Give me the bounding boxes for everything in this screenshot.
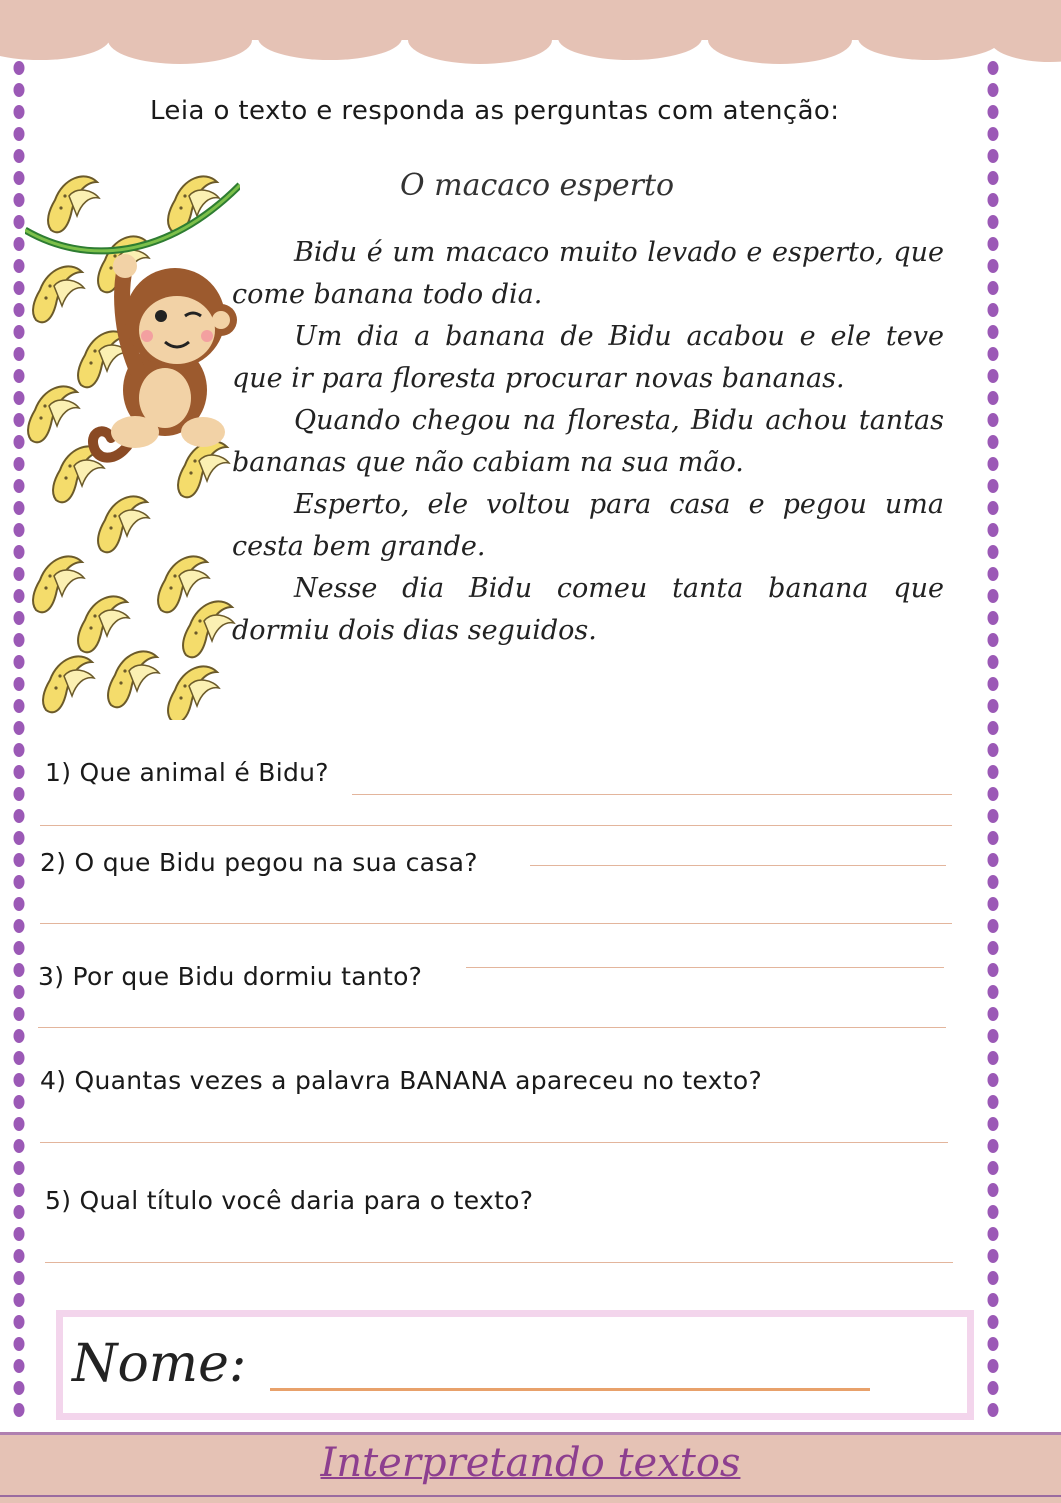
border-dot [988, 149, 999, 163]
border-dot [14, 1315, 25, 1329]
border-dot [988, 171, 999, 185]
border-dot [988, 479, 999, 493]
top-scalloped-border [0, 0, 1061, 70]
border-dot [988, 853, 999, 867]
question-1: 1) Que animal é Bidu? [45, 758, 329, 787]
border-dot [988, 567, 999, 581]
border-dot [14, 545, 25, 559]
border-dot [14, 435, 25, 449]
border-dot [14, 1337, 25, 1351]
border-dot [988, 985, 999, 999]
border-dot [988, 963, 999, 977]
left-dotted-border [12, 60, 26, 1430]
border-dot [14, 1095, 25, 1109]
border-dot [14, 1205, 25, 1219]
border-dot [988, 1227, 999, 1241]
question-5: 5) Qual título você daria para o texto? [45, 1186, 534, 1215]
border-dot [14, 347, 25, 361]
border-dot [988, 435, 999, 449]
border-dot [14, 479, 25, 493]
story-text [232, 232, 944, 652]
border-dot [14, 787, 25, 801]
border-dot [988, 369, 999, 383]
border-dot [14, 831, 25, 845]
border-dot [14, 171, 25, 185]
border-dot [14, 1051, 25, 1065]
border-dot [14, 413, 25, 427]
border-dot [14, 567, 25, 581]
border-dot [14, 83, 25, 97]
answer-line[interactable] [40, 923, 952, 924]
border-dot [988, 809, 999, 823]
border-dot [14, 1403, 25, 1417]
border-dot [988, 501, 999, 515]
border-dot [14, 1381, 25, 1395]
border-dot [988, 1183, 999, 1197]
border-dot [14, 61, 25, 75]
border-dot [14, 1359, 25, 1373]
border-dot [988, 897, 999, 911]
border-dot [988, 1073, 999, 1087]
border-dot [14, 215, 25, 229]
question-4: 4) Quantas vezes a palavra BANANA apareceu no texto? [40, 1066, 763, 1095]
border-dot [988, 105, 999, 119]
border-dot [988, 875, 999, 889]
border-dot [988, 391, 999, 405]
border-dot [14, 1139, 25, 1153]
border-dot [988, 281, 999, 295]
footer-title: Interpretando textos [320, 1440, 741, 1486]
border-dot [14, 611, 25, 625]
border-dot [988, 413, 999, 427]
border-dot [988, 831, 999, 845]
border-dot [988, 589, 999, 603]
name-field[interactable] [270, 1388, 870, 1391]
answer-line[interactable] [38, 1027, 946, 1028]
border-dot [14, 1249, 25, 1263]
answer-line[interactable] [45, 1262, 953, 1263]
border-dot [14, 919, 25, 933]
monkey-banana-illustration [25, 170, 240, 720]
border-dot [988, 237, 999, 251]
border-dot [988, 1293, 999, 1307]
border-dot [988, 1161, 999, 1175]
border-dot [988, 1095, 999, 1109]
border-dot [988, 259, 999, 273]
border-dot [988, 787, 999, 801]
border-dot [14, 743, 25, 757]
answer-line[interactable] [530, 865, 946, 866]
border-dot [14, 105, 25, 119]
border-dot [988, 1271, 999, 1285]
border-dot [988, 1051, 999, 1065]
border-dot [988, 1249, 999, 1263]
border-dot [988, 1403, 999, 1417]
story-title: O macaco esperto [400, 168, 675, 203]
border-dot [988, 215, 999, 229]
border-dot [14, 1293, 25, 1307]
name-label: Nome: [72, 1334, 247, 1394]
border-dot [988, 303, 999, 317]
border-dot [14, 765, 25, 779]
border-dot [14, 1029, 25, 1043]
border-dot [14, 149, 25, 163]
border-dot [14, 875, 25, 889]
border-dot [14, 1183, 25, 1197]
border-dot [14, 589, 25, 603]
border-dot [14, 963, 25, 977]
border-dot [988, 611, 999, 625]
border-dot [988, 457, 999, 471]
border-dot [988, 655, 999, 669]
right-dotted-border [986, 60, 1000, 1430]
border-dot [14, 1227, 25, 1241]
border-dot [988, 919, 999, 933]
answer-line[interactable] [352, 794, 952, 795]
border-dot [14, 1271, 25, 1285]
answer-line[interactable] [466, 967, 944, 968]
border-dot [988, 1117, 999, 1131]
border-dot [14, 677, 25, 691]
border-dot [988, 193, 999, 207]
border-dot [988, 743, 999, 757]
border-dot [988, 765, 999, 779]
story-paragraph: Quando chegou na floresta, Bidu achou tantas bananas que não cabiam na sua mão. [232, 405, 944, 478]
border-dot [988, 633, 999, 647]
border-dot [988, 61, 999, 75]
border-dot [14, 699, 25, 713]
border-dot [14, 237, 25, 251]
story-paragraph: Bidu é um macaco muito levado e esperto, que come banana todo dia. [232, 237, 944, 310]
border-dot [14, 501, 25, 515]
border-dot [988, 523, 999, 537]
border-dot [988, 1315, 999, 1329]
border-dot [14, 1073, 25, 1087]
border-dot [988, 325, 999, 339]
border-dot [988, 1337, 999, 1351]
border-dot [988, 347, 999, 361]
border-dot [988, 677, 999, 691]
border-dot [14, 193, 25, 207]
footer-divider [0, 1495, 1061, 1497]
border-dot [988, 941, 999, 955]
border-dot [988, 1205, 999, 1219]
border-dot [14, 853, 25, 867]
border-dot [988, 1007, 999, 1021]
border-dot [14, 457, 25, 471]
border-dot [988, 721, 999, 735]
story-paragraph: Um dia a banana de Bidu acabou e ele teve que ir para floresta procurar novas bananas. [232, 321, 944, 394]
border-dot [14, 369, 25, 383]
border-dot [14, 1007, 25, 1021]
border-dot [14, 809, 25, 823]
border-dot [14, 1161, 25, 1175]
border-dot [988, 699, 999, 713]
border-dot [988, 127, 999, 141]
border-dot [14, 721, 25, 735]
question-2: 2) O que Bidu pegou na sua casa? [40, 848, 478, 877]
border-dot [14, 1117, 25, 1131]
border-dot [14, 127, 25, 141]
border-dot [14, 303, 25, 317]
story-paragraph: Esperto, ele voltou para casa e pegou uma cesta bem grande. [232, 489, 944, 562]
border-dot [14, 633, 25, 647]
border-dot [14, 523, 25, 537]
answer-line[interactable] [40, 1142, 948, 1143]
border-dot [14, 325, 25, 339]
border-dot [988, 1029, 999, 1043]
border-dot [988, 1381, 999, 1395]
border-dot [14, 655, 25, 669]
answer-line[interactable] [40, 825, 952, 826]
question-3: 3) Por que Bidu dormiu tanto? [38, 962, 423, 991]
border-dot [14, 391, 25, 405]
border-dot [14, 985, 25, 999]
instruction-text: Leia o texto e responda as perguntas com atenção: [150, 96, 840, 126]
border-dot [14, 281, 25, 295]
border-dot [988, 83, 999, 97]
border-dot [14, 259, 25, 273]
border-dot [14, 897, 25, 911]
border-dot [988, 1139, 999, 1153]
story-paragraph: Nesse dia Bidu comeu tanta banana que dormiu dois dias seguidos. [232, 573, 944, 646]
border-dot [988, 545, 999, 559]
border-dot [14, 941, 25, 955]
border-dot [988, 1359, 999, 1373]
